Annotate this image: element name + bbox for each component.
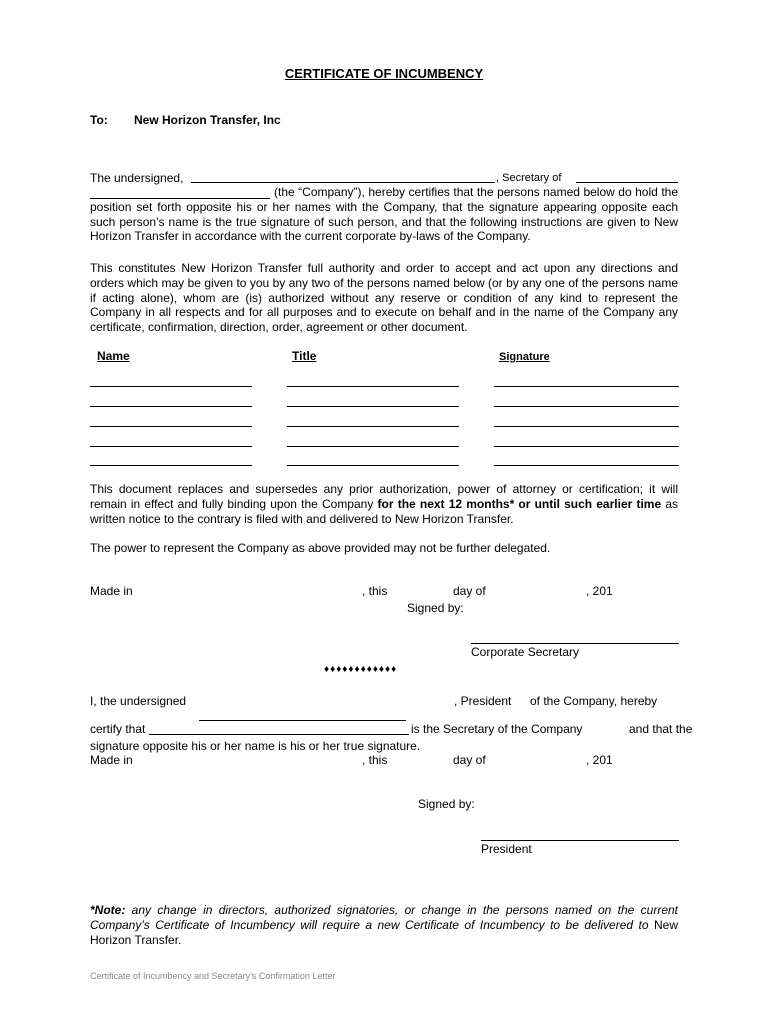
year-label: , 201 — [586, 584, 613, 598]
title-column-header: Title — [292, 349, 317, 363]
supersedes-paragraph — [90, 482, 678, 526]
note-text: any change in directors, authorized signatories, or change in the persons named on the current Company’s Certificate of Incumbency will require a new Certificate of Incumbency to be delivered to — [90, 903, 678, 932]
name-line[interactable] — [90, 386, 252, 387]
undersigned-text: The undersigned, — [90, 171, 184, 185]
president-label: , President — [454, 694, 512, 708]
signed-by-label: Signed by: — [407, 601, 464, 615]
secretary-name-line-upper[interactable] — [199, 720, 406, 721]
note-label: *Note: — [90, 903, 126, 917]
delegation-statement: The power to represent the Company as above provided may not be further delegated. — [90, 541, 551, 555]
to-recipient: New Horizon Transfer, Inc — [134, 113, 281, 127]
title-line[interactable] — [287, 406, 459, 407]
president-undersigned-text: I, the undersigned — [90, 694, 187, 708]
this-label: , this — [362, 753, 388, 767]
supersedes-text: This document replaces and supersedes any prior authorization, power of attorney or certification; it will remain in effect and fully binding upon the Company — [90, 482, 678, 511]
signature-line[interactable] — [494, 406, 679, 407]
title-line[interactable] — [287, 386, 459, 387]
made-in-label: Made in — [90, 753, 133, 767]
undersigned-name-line[interactable] — [191, 182, 495, 183]
of-company-text: of the Company, hereby — [530, 694, 658, 708]
name-line[interactable] — [90, 406, 252, 407]
year-label: , 201 — [586, 753, 613, 767]
signature-line[interactable] — [494, 386, 679, 387]
authority-paragraph: This constitutes New Horizon Transfer full authority and order to accept and act upon any directions and orders which may be given to you by any two of the persons named below (or by any one of the persons name if acting alone), whom are (is) authorized without any reserve or condition of any kind to represent the Company in all respects and for all purposes and to execute on behalf and in the name of the Company any certificate, confirmation, direction, order, agreement or other document. — [90, 261, 678, 335]
name-column-header: Name — [97, 349, 130, 363]
signed-by-label: Signed by: — [418, 797, 475, 811]
made-in-label: Made in — [90, 584, 133, 598]
name-line[interactable] — [90, 426, 252, 427]
president-title: President — [481, 842, 532, 856]
name-line[interactable] — [90, 465, 252, 466]
day-of-label: day of — [453, 584, 486, 598]
secretary-of-text: , Secretary of — [496, 172, 562, 184]
signature-line[interactable] — [494, 446, 679, 447]
document-title: CERTIFICATE OF INCUMBENCY — [284, 66, 484, 81]
and-that-text: and that the — [629, 722, 693, 736]
diamond-separator: ♦♦♦♦♦♦♦♦♦♦♦♦ — [324, 664, 398, 675]
day-of-label: day of — [453, 753, 486, 767]
signature-column-header: Signature — [499, 351, 550, 363]
page-footer: Certificate of Incumbency and Secretary’s Confirmation Letter — [90, 971, 336, 981]
signature-line[interactable] — [494, 465, 679, 466]
title-line[interactable] — [287, 426, 459, 427]
secretary-signature-line[interactable] — [471, 643, 679, 644]
signature-line[interactable] — [494, 426, 679, 427]
note-recipient: New Horizon Transfer. — [90, 917, 679, 947]
notice-text: as written notice to the contrary is filed with and delivered to New Horizon Transfer. — [90, 496, 679, 526]
note-paragraph — [90, 903, 678, 947]
true-signature-text: signature opposite his or her name is his or her true signature. — [90, 739, 421, 753]
name-line[interactable] — [90, 446, 252, 447]
corporate-secretary-label: Corporate Secretary — [471, 645, 580, 659]
to-label: To: — [90, 113, 108, 127]
title-line[interactable] — [287, 446, 459, 447]
title-line[interactable] — [287, 465, 459, 466]
duration-text: for the next 12 months* or until such earlier time — [377, 496, 662, 511]
secretary-name-line[interactable] — [149, 734, 409, 735]
company-name-line-1[interactable] — [576, 182, 678, 183]
is-secretary-text: is the Secretary of the Company — [411, 722, 583, 736]
this-label: , this — [362, 584, 388, 598]
certification-paragraph: (the “Company”), hereby certifies that the persons named below do hold the position set forth opposite his or her names with the Company, that the signature appearing opposite each such person’s name is the true signature of such person, and that the following instructions are given to New Horizon Transfer in accordance with the current corporate by-laws of the Company. — [90, 185, 678, 244]
president-signature-line[interactable] — [481, 840, 679, 841]
certify-that-text: certify that — [90, 722, 146, 736]
